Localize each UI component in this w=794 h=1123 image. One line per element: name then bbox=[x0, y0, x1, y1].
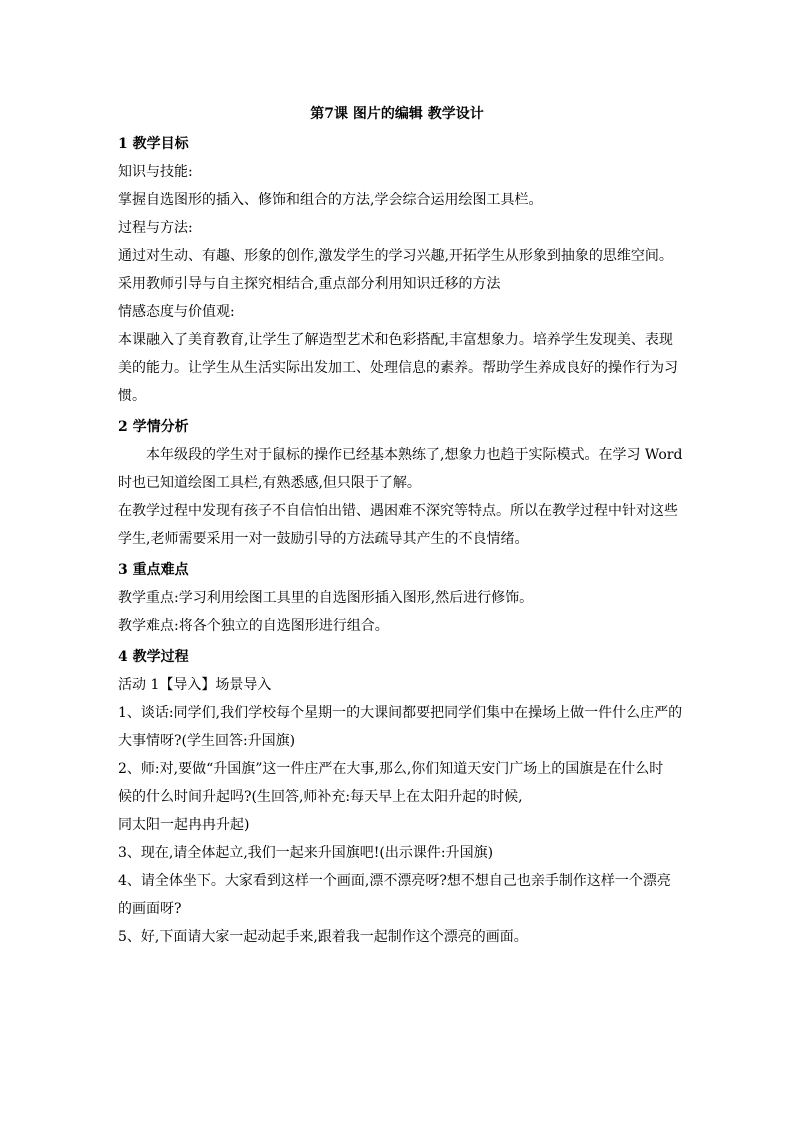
analysis-text-2: 时也已知道绘图工具栏,有熟悉感,但只限于了解。 bbox=[118, 475, 421, 491]
process-item-3: 3、现在,请全体起立,我们一起来升国旗吧!(出示课件:升国旗) bbox=[118, 845, 494, 861]
process-item-2c: 同太阳一起冉冉升起) bbox=[118, 817, 250, 833]
process-item-2a: 2、师:对,要做“升国旗”这一件庄严在大事,那么,你们知道天安门广场上的国旗是在什么时 bbox=[118, 761, 664, 777]
attitude-text-3: 惯。 bbox=[118, 388, 146, 404]
section-heading-objectives: 1 教学目标 bbox=[118, 136, 189, 152]
process-item-2b: 候的什么时间升起吗?(生回答,师补充:每天早上在太阳升起的时候, bbox=[118, 789, 523, 805]
process-label: 过程与方法: bbox=[118, 220, 193, 236]
process-item-1b: 大事情呀?(学生回答:升国旗) bbox=[118, 733, 296, 749]
document-title: 第7课 图片的编辑 教学设计 bbox=[310, 106, 484, 122]
process-item-4b: 的画面呀? bbox=[118, 901, 182, 917]
activity-title: 活动 1【导入】场景导入 bbox=[118, 677, 272, 693]
process-text-1: 通过对生动、有趣、形象的创作,激发学生的学习兴趣,开拓学生从形象到抽象的思维空间。 bbox=[118, 248, 673, 264]
analysis-text-1: 本年级段的学生对于鼠标的操作已经基本熟练了,想象力也趋于实际模式。在学习 Word bbox=[146, 447, 683, 463]
process-item-5: 5、好,下面请大家一起动起手来,跟着我一起制作这个漂亮的画面。 bbox=[118, 929, 528, 945]
attitude-text-1: 本课融入了美育教育,让学生了解造型艺术和色彩搭配,丰富想象力。培养学生发现美、表现 bbox=[118, 332, 673, 348]
section-heading-process: 4 教学过程 bbox=[118, 649, 189, 665]
process-text-2: 采用教师引导与自主探究相结合,重点部分利用知识迁移的方法 bbox=[118, 276, 501, 292]
attitude-text-2: 美的能力。让学生从生活实际出发加工、处理信息的素养。帮助学生养成良好的操作行为习 bbox=[118, 360, 678, 376]
knowledge-label: 知识与技能: bbox=[118, 164, 193, 180]
section-heading-analysis: 2 学情分析 bbox=[118, 419, 189, 435]
key-point-text: 教学重点:学习利用绘图工具里的自选图形插入图形,然后进行修饰。 bbox=[118, 590, 534, 606]
process-item-4a: 4、请全体坐下。大家看到这样一个画面,漂不漂亮呀?想不想自己也亲手制作这样一个漂亮 bbox=[118, 873, 671, 889]
knowledge-text: 掌握自选图形的插入、修饰和组合的方法,学会综合运用绘图工具栏。 bbox=[118, 192, 543, 208]
analysis-text-4: 学生,老师需要采用一对一鼓励引导的方法疏导其产生的不良情绪。 bbox=[118, 531, 529, 547]
difficulty-text: 教学难点:将各个独立的自选图形进行组合。 bbox=[118, 618, 389, 634]
section-heading-key-points: 3 重点难点 bbox=[118, 562, 189, 578]
process-item-1a: 1、谈话:同学们,我们学校每个星期一的大课间都要把同学们集中在操场上做一件什么庄严的 bbox=[118, 705, 683, 721]
document-body bbox=[118, 134, 683, 947]
attitude-label: 情感态度与价值观: bbox=[118, 304, 235, 320]
analysis-text-3: 在教学过程中发现有孩子不自信怕出错、遇困难不深究等特点。所以在教学过程中针对这些 bbox=[118, 503, 678, 519]
